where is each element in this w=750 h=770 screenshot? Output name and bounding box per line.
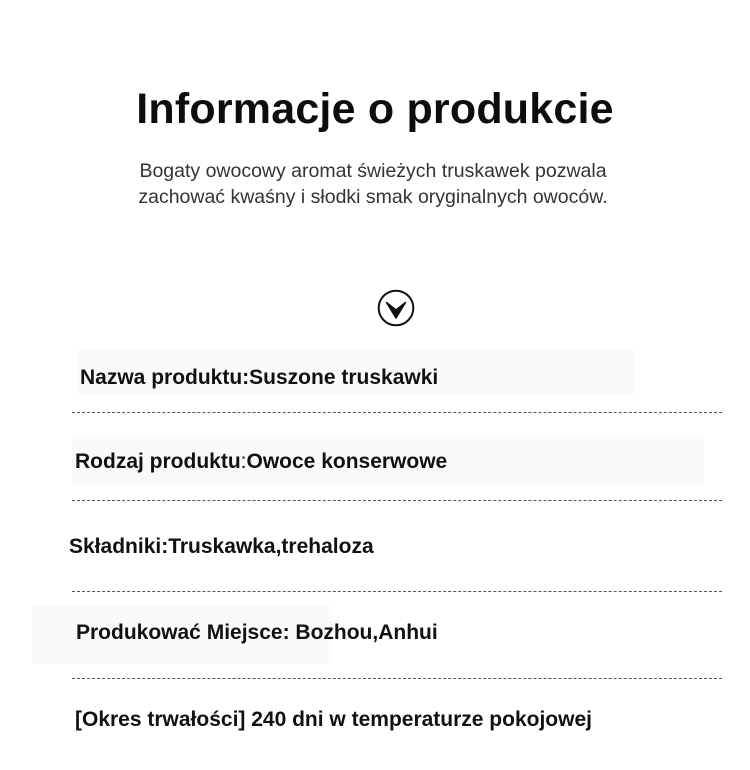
product-name-label: Nazwa produktu:	[80, 366, 250, 389]
ingredients-label: Składniki:	[69, 535, 169, 558]
product-type-separator: :	[240, 450, 247, 473]
dashed-divider	[72, 591, 722, 592]
origin-row	[76, 620, 438, 646]
dashed-divider	[72, 678, 722, 679]
product-type-value: Owoce konserwowe	[246, 450, 448, 473]
description-line-2: zachować kwaśny i słodki smak oryginalnych owoców.	[138, 186, 608, 208]
page-title: Informacje o produkcie	[136, 85, 614, 133]
origin-label: Produkować Miejsce:	[76, 621, 296, 644]
ingredients-value: Truskawka,trehaloza	[168, 535, 374, 558]
ingredients-row	[69, 534, 374, 560]
description-line-1: Bogaty owocowy aromat świeżych truskawek pozwala	[139, 160, 607, 182]
shelf-life-row	[75, 707, 592, 733]
chevron-down-circle-icon	[377, 289, 415, 327]
product-name-row	[80, 365, 438, 391]
dashed-divider	[72, 412, 722, 413]
shelf-life-label: [Okres trwałości]	[75, 708, 252, 731]
origin-value: Bozhou,Anhui	[295, 621, 438, 644]
product-type-label: Rodzaj produktu	[75, 450, 241, 473]
shelf-life-value: 240 dni w temperaturze pokojowej	[251, 708, 592, 731]
product-type-row	[75, 449, 447, 475]
dashed-divider	[72, 500, 722, 501]
product-name-value: Suszone truskawki	[249, 366, 439, 389]
product-description	[90, 158, 656, 210]
